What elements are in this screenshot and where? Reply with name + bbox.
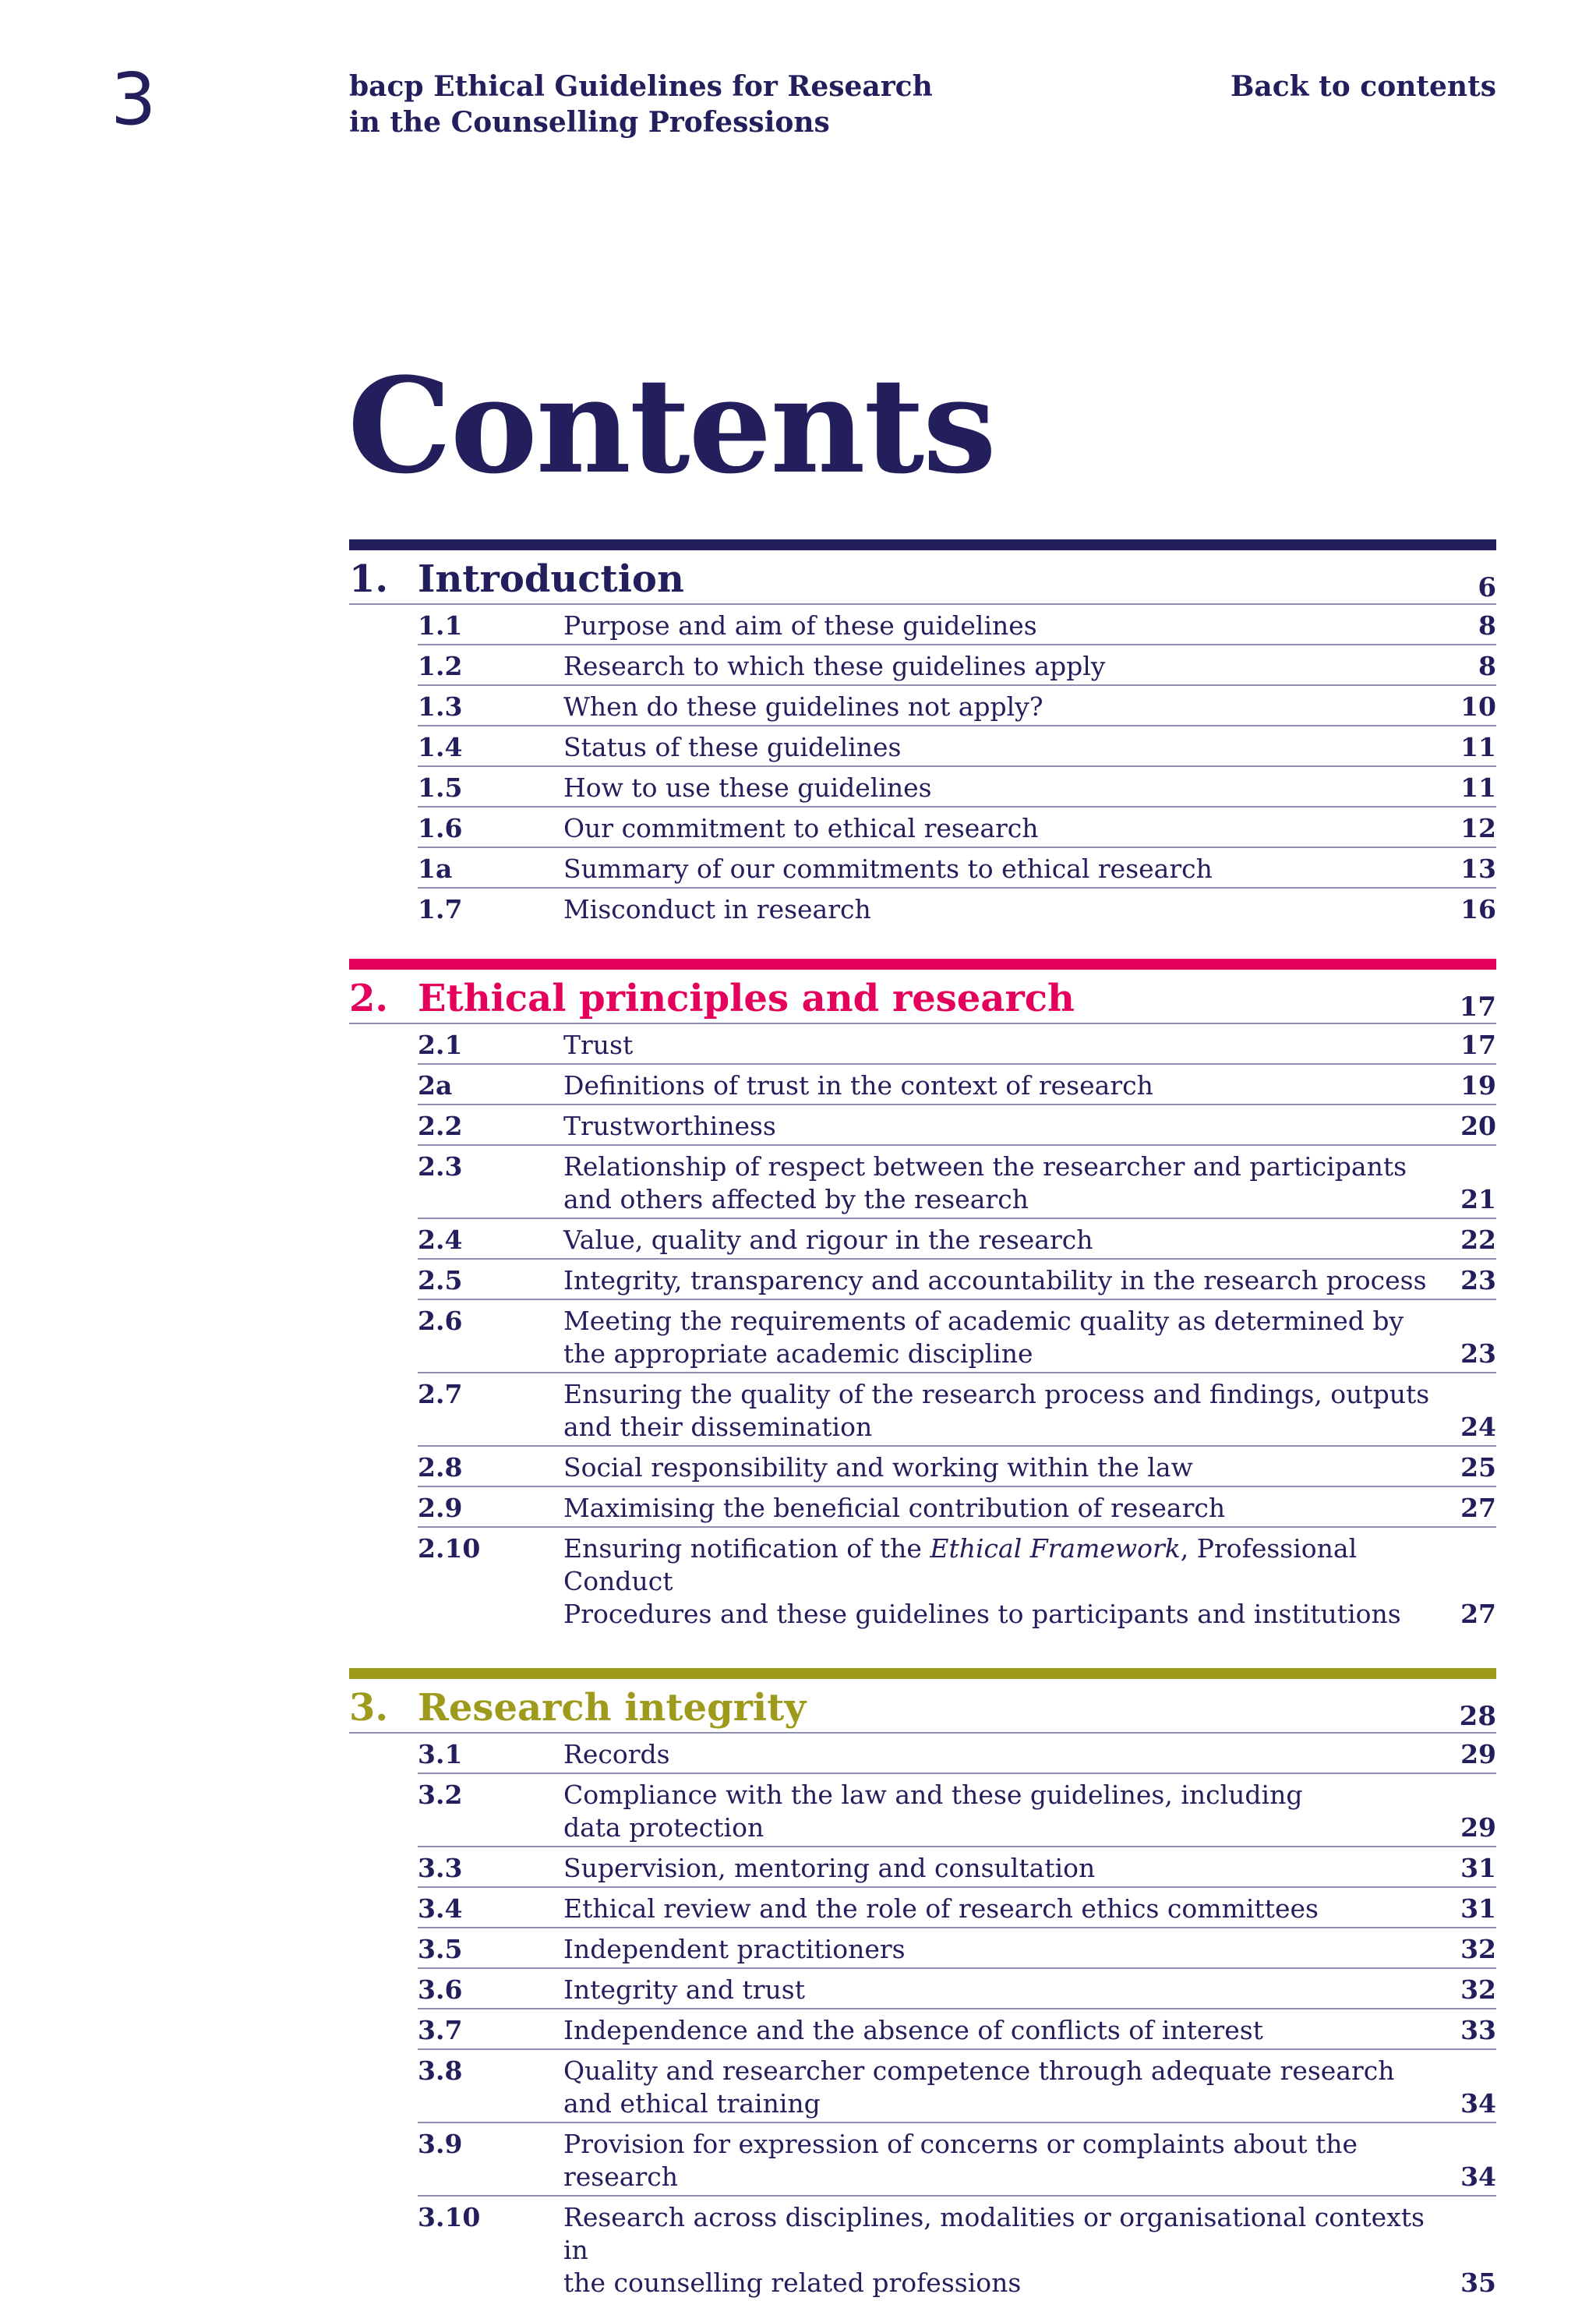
entry-page-number: 13 — [1460, 854, 1496, 884]
toc-entry[interactable] — [418, 1065, 1496, 1105]
toc-entry[interactable] — [418, 605, 1496, 645]
entry-number: 2.5 — [418, 1265, 463, 1295]
entry-number: 1.6 — [418, 813, 463, 843]
toc-section-research-integrity — [349, 1668, 1496, 2301]
entry-title: Purpose and aim of these guidelines — [563, 610, 1037, 641]
table-of-contents — [349, 539, 1496, 2301]
page-title: Contents — [348, 348, 995, 503]
toc-entry[interactable] — [418, 1487, 1496, 1528]
section-number: 2. — [349, 977, 389, 1020]
section-page-number: 17 — [1459, 991, 1496, 1023]
entry-title: Social responsibility and working within the law — [563, 1452, 1193, 1483]
toc-entry[interactable] — [418, 726, 1496, 767]
entry-page-number: 19 — [1460, 1070, 1496, 1101]
document-title — [349, 69, 1050, 140]
entry-number: 2.1 — [418, 1030, 463, 1060]
toc-entry[interactable] — [418, 1300, 1496, 1373]
entry-page-number: 10 — [1460, 691, 1496, 722]
entry-title-italic: Ethical Framework — [930, 1533, 1181, 1564]
section-number: 1. — [349, 557, 389, 601]
toc-entry[interactable] — [418, 1219, 1496, 1260]
entry-title: Trust — [563, 1030, 634, 1060]
toc-entry[interactable] — [418, 848, 1496, 889]
toc-entry[interactable] — [418, 889, 1496, 928]
entry-number: 1.1 — [418, 610, 463, 641]
toc-section-ethical-principles — [349, 959, 1496, 1632]
entry-page-number: 21 — [1460, 1184, 1496, 1214]
entry-page-number: 34 — [1460, 2161, 1496, 2192]
entry-title: Summary of our commitments to ethical research — [563, 854, 1213, 884]
entry-number: 3.2 — [418, 1780, 463, 1810]
entry-page-number: 24 — [1460, 1412, 1496, 1442]
entry-title: Provision for expression of concerns or complaints about the research — [563, 2129, 1358, 2192]
section-number: 3. — [349, 1686, 389, 1730]
section-page-number: 6 — [1478, 572, 1496, 603]
document-title-line-2: in the Counselling Professions — [349, 106, 830, 139]
toc-entry[interactable] — [418, 767, 1496, 808]
toc-entry[interactable] — [418, 1146, 1496, 1219]
toc-entry[interactable] — [418, 686, 1496, 726]
toc-entry[interactable] — [418, 1024, 1496, 1065]
back-to-contents-link[interactable]: Back to contents — [1230, 70, 1496, 103]
section-entries — [418, 605, 1496, 928]
section-entries — [418, 1734, 1496, 2301]
entry-title: Integrity, transparency and accountability in the research process — [563, 1265, 1427, 1295]
section-title[interactable]: Introduction — [418, 557, 684, 601]
toc-entry[interactable] — [418, 1373, 1496, 1447]
entry-page-number: 35 — [1460, 2267, 1496, 2298]
toc-entry[interactable] — [418, 2197, 1496, 2301]
entry-title: Meeting the requirements of academic quality as determined by the appropriate academic discipline — [563, 1306, 1404, 1369]
section-entries — [418, 1024, 1496, 1632]
entry-title: Research to which these guidelines apply — [563, 651, 1106, 681]
toc-entry[interactable] — [418, 1888, 1496, 1928]
toc-entry[interactable] — [418, 1774, 1496, 1847]
entry-page-number: 22 — [1460, 1225, 1496, 1255]
entry-number: 1a — [418, 854, 453, 884]
entry-page-number: 29 — [1460, 1812, 1496, 1843]
entry-title: Status of these guidelines — [563, 732, 902, 762]
entry-title: Value, quality and rigour in the research — [563, 1225, 1093, 1255]
entry-title: Our commitment to ethical research — [563, 813, 1039, 843]
entry-page-number: 23 — [1460, 1338, 1496, 1369]
entry-page-number: 25 — [1460, 1452, 1496, 1483]
section-divider-bar — [349, 539, 1496, 550]
entry-title: How to use these guidelines — [563, 772, 932, 803]
entry-title: Compliance with the law and these guidelines, including data protection — [563, 1780, 1303, 1843]
toc-entry[interactable] — [418, 1928, 1496, 1969]
entry-page-number: 16 — [1460, 894, 1496, 924]
entry-number: 2.8 — [418, 1452, 463, 1483]
section-heading[interactable] — [349, 1679, 1496, 1734]
toc-entry[interactable] — [418, 1528, 1496, 1632]
section-title[interactable]: Ethical principles and research — [418, 977, 1075, 1020]
entry-page-number: 31 — [1460, 1853, 1496, 1883]
entry-title: Ethical review and the role of research ethics committees — [563, 1893, 1319, 1924]
entry-page-number: 11 — [1460, 772, 1496, 803]
entry-title: Independent practitioners — [563, 1934, 906, 1964]
entry-title: Records — [563, 1739, 670, 1769]
entry-title: Research across disciplines, modalities or organisational contexts in the counselling related professions — [563, 2202, 1425, 2298]
entry-page-number: 27 — [1460, 1599, 1496, 1629]
toc-entry[interactable] — [418, 1969, 1496, 2009]
entry-title: Definitions of trust in the context of research — [563, 1070, 1153, 1101]
toc-entry[interactable] — [418, 808, 1496, 848]
entry-title: Integrity and trust — [563, 1974, 805, 2005]
entry-page-number: 31 — [1460, 1893, 1496, 1924]
entry-title: Independence and the absence of conflicts of interest — [563, 2015, 1263, 2045]
toc-entry[interactable] — [418, 1260, 1496, 1300]
entry-page-number: 34 — [1460, 2088, 1496, 2119]
entry-page-number: 8 — [1478, 651, 1496, 681]
entry-title: Relationship of respect between the researcher and participants and others affected by the research — [563, 1151, 1407, 1214]
entry-number: 3.1 — [418, 1739, 463, 1769]
entry-number: 2.3 — [418, 1151, 463, 1182]
entry-number: 1.4 — [418, 732, 463, 762]
entry-number: 2.2 — [418, 1111, 463, 1141]
entry-number: 3.9 — [418, 2129, 463, 2159]
entry-page-number: 8 — [1478, 610, 1496, 641]
entry-title: Maximising the beneficial contribution of research — [563, 1493, 1226, 1523]
toc-entry[interactable] — [418, 2123, 1496, 2197]
section-divider-bar — [349, 959, 1496, 970]
entry-number: 2.7 — [418, 1379, 463, 1409]
entry-number: 2.10 — [418, 1533, 481, 1564]
entry-title: Quality and researcher competence through adequate research and ethical training — [563, 2055, 1395, 2119]
entry-title-part: , Professional Conduct Procedures and these guidelines to participants and institutions — [563, 1533, 1401, 1629]
entry-title — [563, 1532, 1449, 1631]
toc-entry[interactable] — [418, 1105, 1496, 1146]
toc-entry[interactable] — [418, 1734, 1496, 1774]
entry-page-number: 11 — [1460, 732, 1496, 762]
toc-entry[interactable] — [418, 1447, 1496, 1487]
entry-page-number: 33 — [1460, 2015, 1496, 2045]
entry-number: 2.6 — [418, 1306, 463, 1336]
entry-title: Misconduct in research — [563, 894, 871, 924]
entry-page-number: 17 — [1460, 1030, 1496, 1060]
entry-number: 3.6 — [418, 1974, 463, 2005]
entry-page-number: 12 — [1460, 813, 1496, 843]
toc-entry[interactable] — [418, 2050, 1496, 2123]
toc-entry[interactable] — [418, 645, 1496, 686]
entry-number: 1.3 — [418, 691, 463, 722]
entry-title: Ensuring the quality of the research process and findings, outputs and their dissemination — [563, 1379, 1430, 1442]
entry-page-number: 23 — [1460, 1265, 1496, 1295]
entry-number: 2a — [418, 1070, 453, 1101]
entry-number: 2.9 — [418, 1493, 463, 1523]
toc-entry[interactable] — [418, 1847, 1496, 1888]
entry-number: 3.8 — [418, 2055, 463, 2086]
entry-title: Trustworthiness — [563, 1111, 776, 1141]
section-heading[interactable] — [349, 550, 1496, 605]
section-page-number: 28 — [1459, 1701, 1496, 1732]
entry-page-number: 27 — [1460, 1493, 1496, 1523]
section-title[interactable]: Research integrity — [418, 1686, 807, 1730]
entry-number: 3.4 — [418, 1893, 463, 1924]
entry-number: 3.10 — [418, 2202, 481, 2232]
entry-number: 2.4 — [418, 1225, 463, 1255]
entry-title: When do these guidelines not apply? — [563, 691, 1043, 722]
page-number: 3 — [111, 58, 157, 141]
entry-number: 1.5 — [418, 772, 463, 803]
section-divider-bar — [349, 1668, 1496, 1679]
entry-page-number: 20 — [1460, 1111, 1496, 1141]
entry-title: Supervision, mentoring and consultation — [563, 1853, 1096, 1883]
entry-title-part: Ensuring notification of the — [563, 1533, 930, 1564]
section-heading[interactable] — [349, 970, 1496, 1024]
entry-number: 1.7 — [418, 894, 463, 924]
entry-page-number: 29 — [1460, 1739, 1496, 1769]
document-title-line-1: bacp Ethical Guidelines for Research — [349, 70, 933, 103]
entry-page-number: 32 — [1460, 1974, 1496, 2005]
entry-number: 3.3 — [418, 1853, 463, 1883]
entry-number: 1.2 — [418, 651, 463, 681]
entry-page-number: 32 — [1460, 1934, 1496, 1964]
entry-number: 3.5 — [418, 1934, 463, 1964]
toc-entry[interactable] — [418, 2009, 1496, 2050]
toc-section-introduction — [349, 539, 1496, 928]
entry-number: 3.7 — [418, 2015, 463, 2045]
